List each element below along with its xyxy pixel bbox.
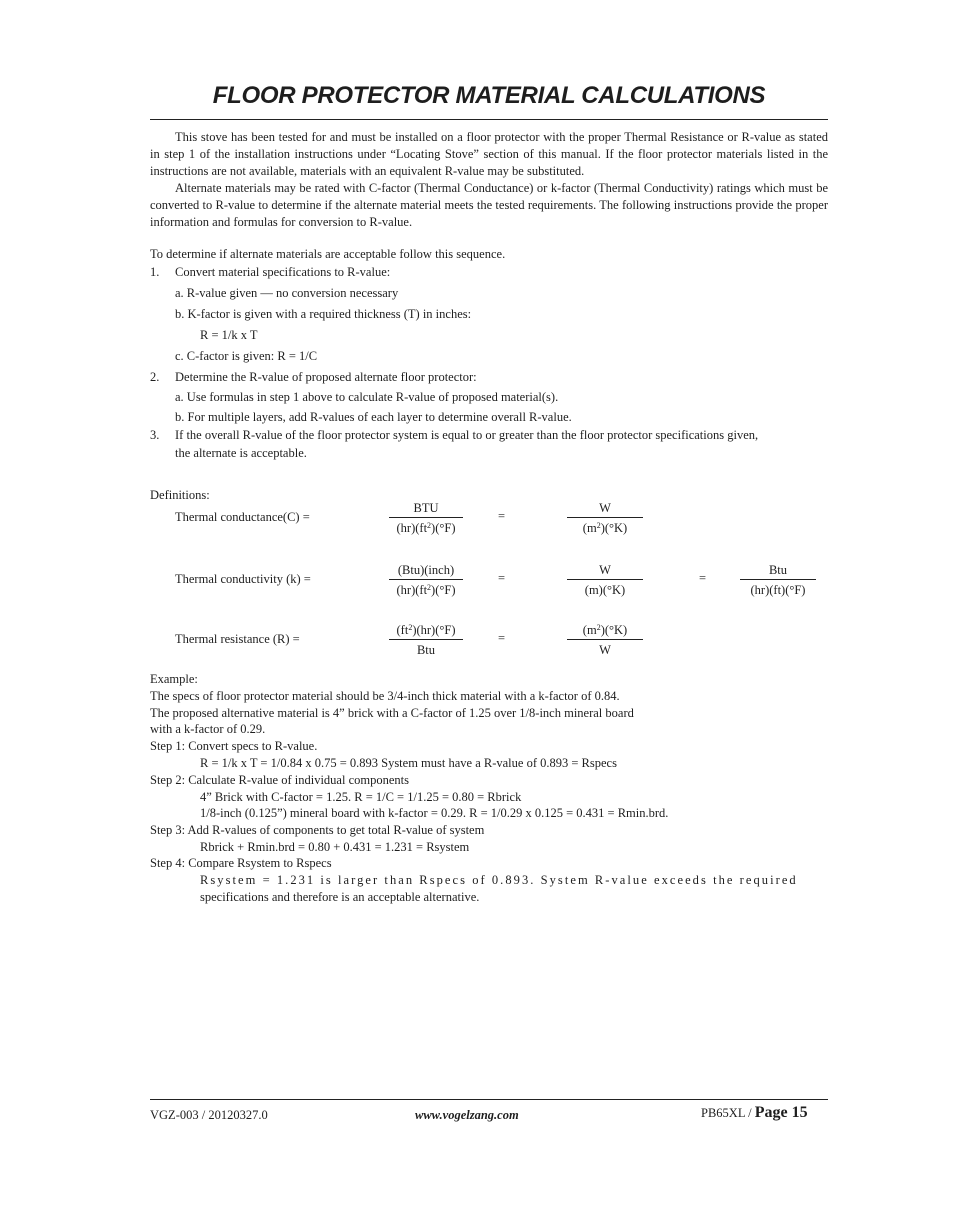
example-line-2: The proposed alternative material is 4” brick with a C-factor of 1.25 over 1/8-inch mineral board	[150, 706, 634, 720]
intro-paragraph-1: This stove has been tested for and must be installed on a floor protector with the proper Thermal Resistance or R-value as stated in step 1 of the installation instructions under “Locating Stove” section of this manual. If the floor protector materials listed in the instructions are not available, materials with an equivalent R-value may be substituted.	[150, 130, 828, 178]
fraction-denominator: W	[599, 643, 611, 657]
step-3-text: If the overall R-value of the floor protector system is equal to or greater than the floor protector specifications given,	[175, 428, 759, 442]
conductance-label: Thermal conductance(C) =	[175, 510, 310, 524]
fraction-denominator: (m)(°K)	[584, 583, 626, 597]
step-1	[150, 264, 390, 281]
step-1-text: Convert material specifications to R-value:	[175, 265, 391, 279]
website-link[interactable]: www.vogelzang.com	[415, 1108, 519, 1122]
example-line-3: with a k-factor of 0.29.	[150, 722, 266, 736]
fraction-bar	[740, 579, 816, 580]
sequence-lead: To determine if alternate materials are acceptable follow this sequence.	[150, 247, 506, 261]
example-heading: Example:	[150, 672, 198, 686]
fraction-numerator: W	[599, 501, 611, 515]
example-step-3-calc: Rbrick + Rmin.brd = 0.80 + 0.431 = 1.231 = Rsystem	[200, 840, 470, 854]
conductance-fraction-metric	[567, 500, 643, 536]
fraction-bar	[567, 517, 643, 518]
fraction-numerator: Btu	[768, 563, 788, 577]
fraction-denominator: $(m^2)(^\circ K)$	[582, 521, 628, 535]
example-step-2: Step 2: Calculate R-value of individual components	[150, 773, 409, 787]
conductance-fraction-imperial	[389, 500, 463, 536]
document-code: VGZ-003 / 20120327.0	[150, 1108, 268, 1122]
footer-rule	[150, 1099, 828, 1100]
equals-sign: =	[498, 509, 506, 523]
example-step-4-line-1: Rsystem = 1.231 is larger than Rspecs of 0.893. System R-value exceeds the required	[200, 873, 798, 887]
conductivity-label: Thermal conductivity (k) =	[175, 572, 311, 586]
step-3-continuation: the alternate is acceptable.	[175, 446, 307, 460]
step-1-number: 1.	[150, 265, 160, 279]
example-step-4: Step 4: Compare Rsystem to Rspecs	[150, 856, 332, 870]
resistance-fraction-metric	[567, 622, 643, 658]
step-2b: b. For multiple layers, add R-values of each layer to determine overall R-value.	[175, 410, 572, 424]
step-1b: b. K-factor is given with a required thickness (T) in inches:	[175, 307, 472, 321]
fraction-denominator: Btu	[416, 643, 436, 657]
example-step-1-calc: R = 1/k x T = 1/0.84 x 0.75 = 0.893 System must have a R-value of 0.893 = Rspecs	[200, 756, 617, 770]
step-2a: a. Use formulas in step 1 above to calculate R-value of proposed material(s).	[175, 390, 559, 404]
intro-text	[150, 129, 828, 231]
page-footer-label	[701, 1104, 808, 1122]
step-3-number: 3.	[150, 428, 160, 442]
fraction-bar	[567, 579, 643, 580]
fraction-bar	[389, 517, 463, 518]
resistance-label: Thermal resistance (R) =	[175, 632, 300, 646]
fraction-bar	[567, 639, 643, 640]
fraction-bar	[389, 639, 463, 640]
example-step-2-brick: 4” Brick with C-factor = 1.25. R = 1/C = 1/1.25 = 0.80 = Rbrick	[200, 790, 522, 804]
page-title: FLOOR PROTECTOR MATERIAL CALCULATIONS	[212, 82, 766, 109]
step-1b-formula: R = 1/k x T	[200, 328, 258, 342]
example-step-3: Step 3: Add R-values of components to get total R-value of system	[150, 823, 485, 837]
step-1a: a. R-value given — no conversion necessary	[175, 286, 399, 300]
model-name: PB65XL /	[701, 1106, 752, 1120]
fraction-numerator: W	[599, 563, 611, 577]
equals-sign: =	[498, 571, 506, 585]
conductivity-fraction-metric	[567, 562, 643, 598]
equals-sign: =	[699, 571, 707, 585]
example-step-4-line-2: specifications and therefore is an acceptable alternative.	[200, 890, 480, 904]
fraction-denominator: $(hr)(ft^2)(^\circ F)$	[396, 521, 456, 535]
step-2-number: 2.	[150, 370, 160, 384]
fraction-denominator: $(hr)(ft^2)(^\circ F)$	[396, 583, 456, 597]
fraction-numerator: $(m^2)(^\circ K)$	[582, 623, 628, 637]
step-3	[150, 427, 758, 444]
equals-sign: =	[498, 631, 506, 645]
fraction-numerator: $(ft^2)(hr)(^\circ F)$	[396, 623, 456, 637]
fraction-numerator: BTU	[413, 501, 439, 515]
intro-paragraph-2: Alternate materials may be rated with C-factor (Thermal Conductance) or k-factor (Thermal Conductivity) ratings which must be converted to R-value to determine if the alternate material meets the tested requirements. The following instructions provide the proper information and formulas for conversion to R-value.	[150, 181, 828, 229]
example-step-1: Step 1: Convert specs to R-value.	[150, 739, 318, 753]
example-line-1: The specs of floor protector material should be 3/4-inch thick material with a k-factor of 0.84.	[150, 689, 620, 703]
fraction-denominator: (hr)(ft)(°F)	[750, 583, 806, 597]
title-rule	[150, 119, 828, 120]
fraction-bar	[389, 579, 463, 580]
resistance-fraction-imperial	[389, 622, 463, 658]
step-2	[150, 369, 477, 386]
step-2-text: Determine the R-value of proposed alternate floor protector:	[175, 370, 477, 384]
example-step-2-board: 1/8-inch (0.125”) mineral board with k-factor = 0.29. R = 1/0.29 x 0.125 = 0.431 = Rmin.brd.	[200, 806, 669, 820]
step-1c: c. C-factor is given: R = 1/C	[175, 349, 318, 363]
definitions-heading: Definitions:	[150, 488, 210, 502]
conductivity-fraction-imperial	[389, 562, 463, 598]
fraction-numerator: (Btu)(inch)	[397, 563, 455, 577]
conductivity-fraction-alternate	[740, 562, 816, 598]
page-number: Page 15	[754, 1104, 808, 1121]
